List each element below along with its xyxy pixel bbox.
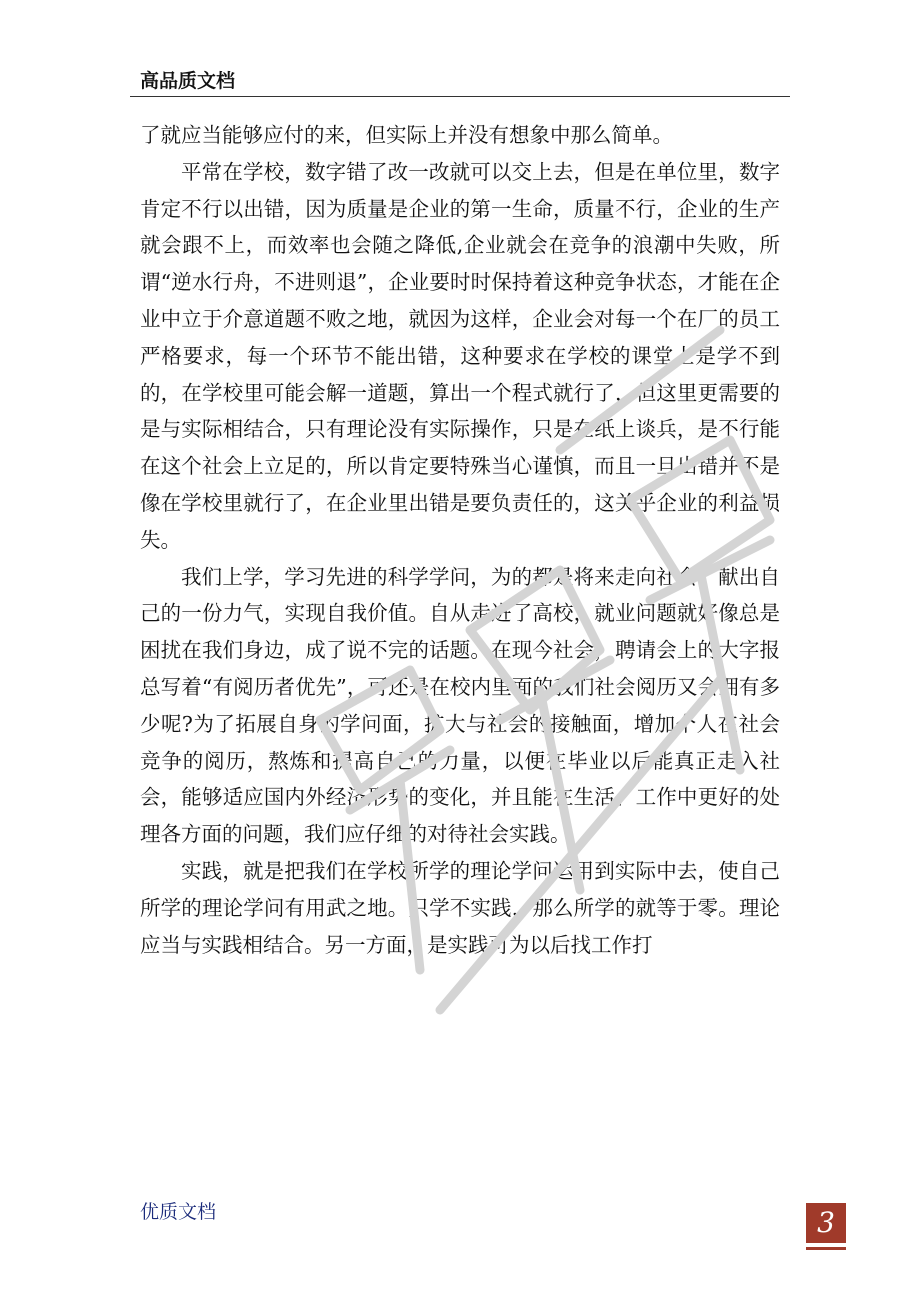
body-paragraph-4: 实践，就是把我们在学校所学的理论学问运用到实际中去，使自己所学的理论学问有用武之地。只学不实践，那么所学的就等于零。理论应当与实践相结合。另一方面，是实践可为以后找工作打 bbox=[140, 858, 780, 957]
footer-label: 优质文档 bbox=[140, 1201, 217, 1223]
body-paragraph-3: 我们上学，学习先进的科学学问，为的都是将来走向社会，献出自己的一份力气，实现自我价值。自从走进了高校，就业问题就好像总是困扰在我们身边，成了说不完的话题。在现今社会，聘请会上的大字报总写着“有阅历者优先”，可还是在校内里面的我们社会阅历又会拥有多少呢?为了拓展自身的学问面，扩大与社会的接触面，增加个人在社会竞争的阅历，熬炼和提高自己的力量，以便在毕业以后能真正走入社会，能够适应国内外经济形势的变化，并且能在生活、工作中更好的处理各方面的问题，我们应仔细的对待社会实践。 bbox=[140, 564, 780, 847]
header-divider bbox=[130, 96, 790, 97]
body-paragraph-2: 平常在学校，数字错了改一改就可以交上去，但是在单位里，数字肯定不行以出错，因为质量是企业的第一生命，质量不行，企业的生产就会跟不上，而效率也会随之降低,企业就会在竞争的浪潮中失败，所谓“逆水行舟，不进则退”，企业要时时保持着这种竞争状态，才能在企业中立于介意道题不败之地，就因为这样，企业会对每一个在厂的员工严格要求，每一个环节不能出错，这种要求在学校的课堂上是学不到的，在学校里可能会解一道题，算出一个程式就行了，但这里更需要的是与实际相结合，只有理论没有实际操作，只是在纸上谈兵，是不行能在这个社会上立足的，所以肯定要特殊当心谨慎，而且一旦出错并不是像在学校里就行了，在企业里出错是要负责任的，这关乎企业的利益损失。 bbox=[140, 159, 780, 552]
document-body bbox=[140, 117, 780, 963]
document-header-title: 高品质文档 bbox=[140, 70, 236, 92]
page-number-underline bbox=[806, 1247, 846, 1250]
body-paragraph-1: 了就应当能够应付的来，但实际上并没有想象中那么简单。 bbox=[140, 123, 673, 147]
page-number-badge: 3 bbox=[806, 1203, 846, 1243]
